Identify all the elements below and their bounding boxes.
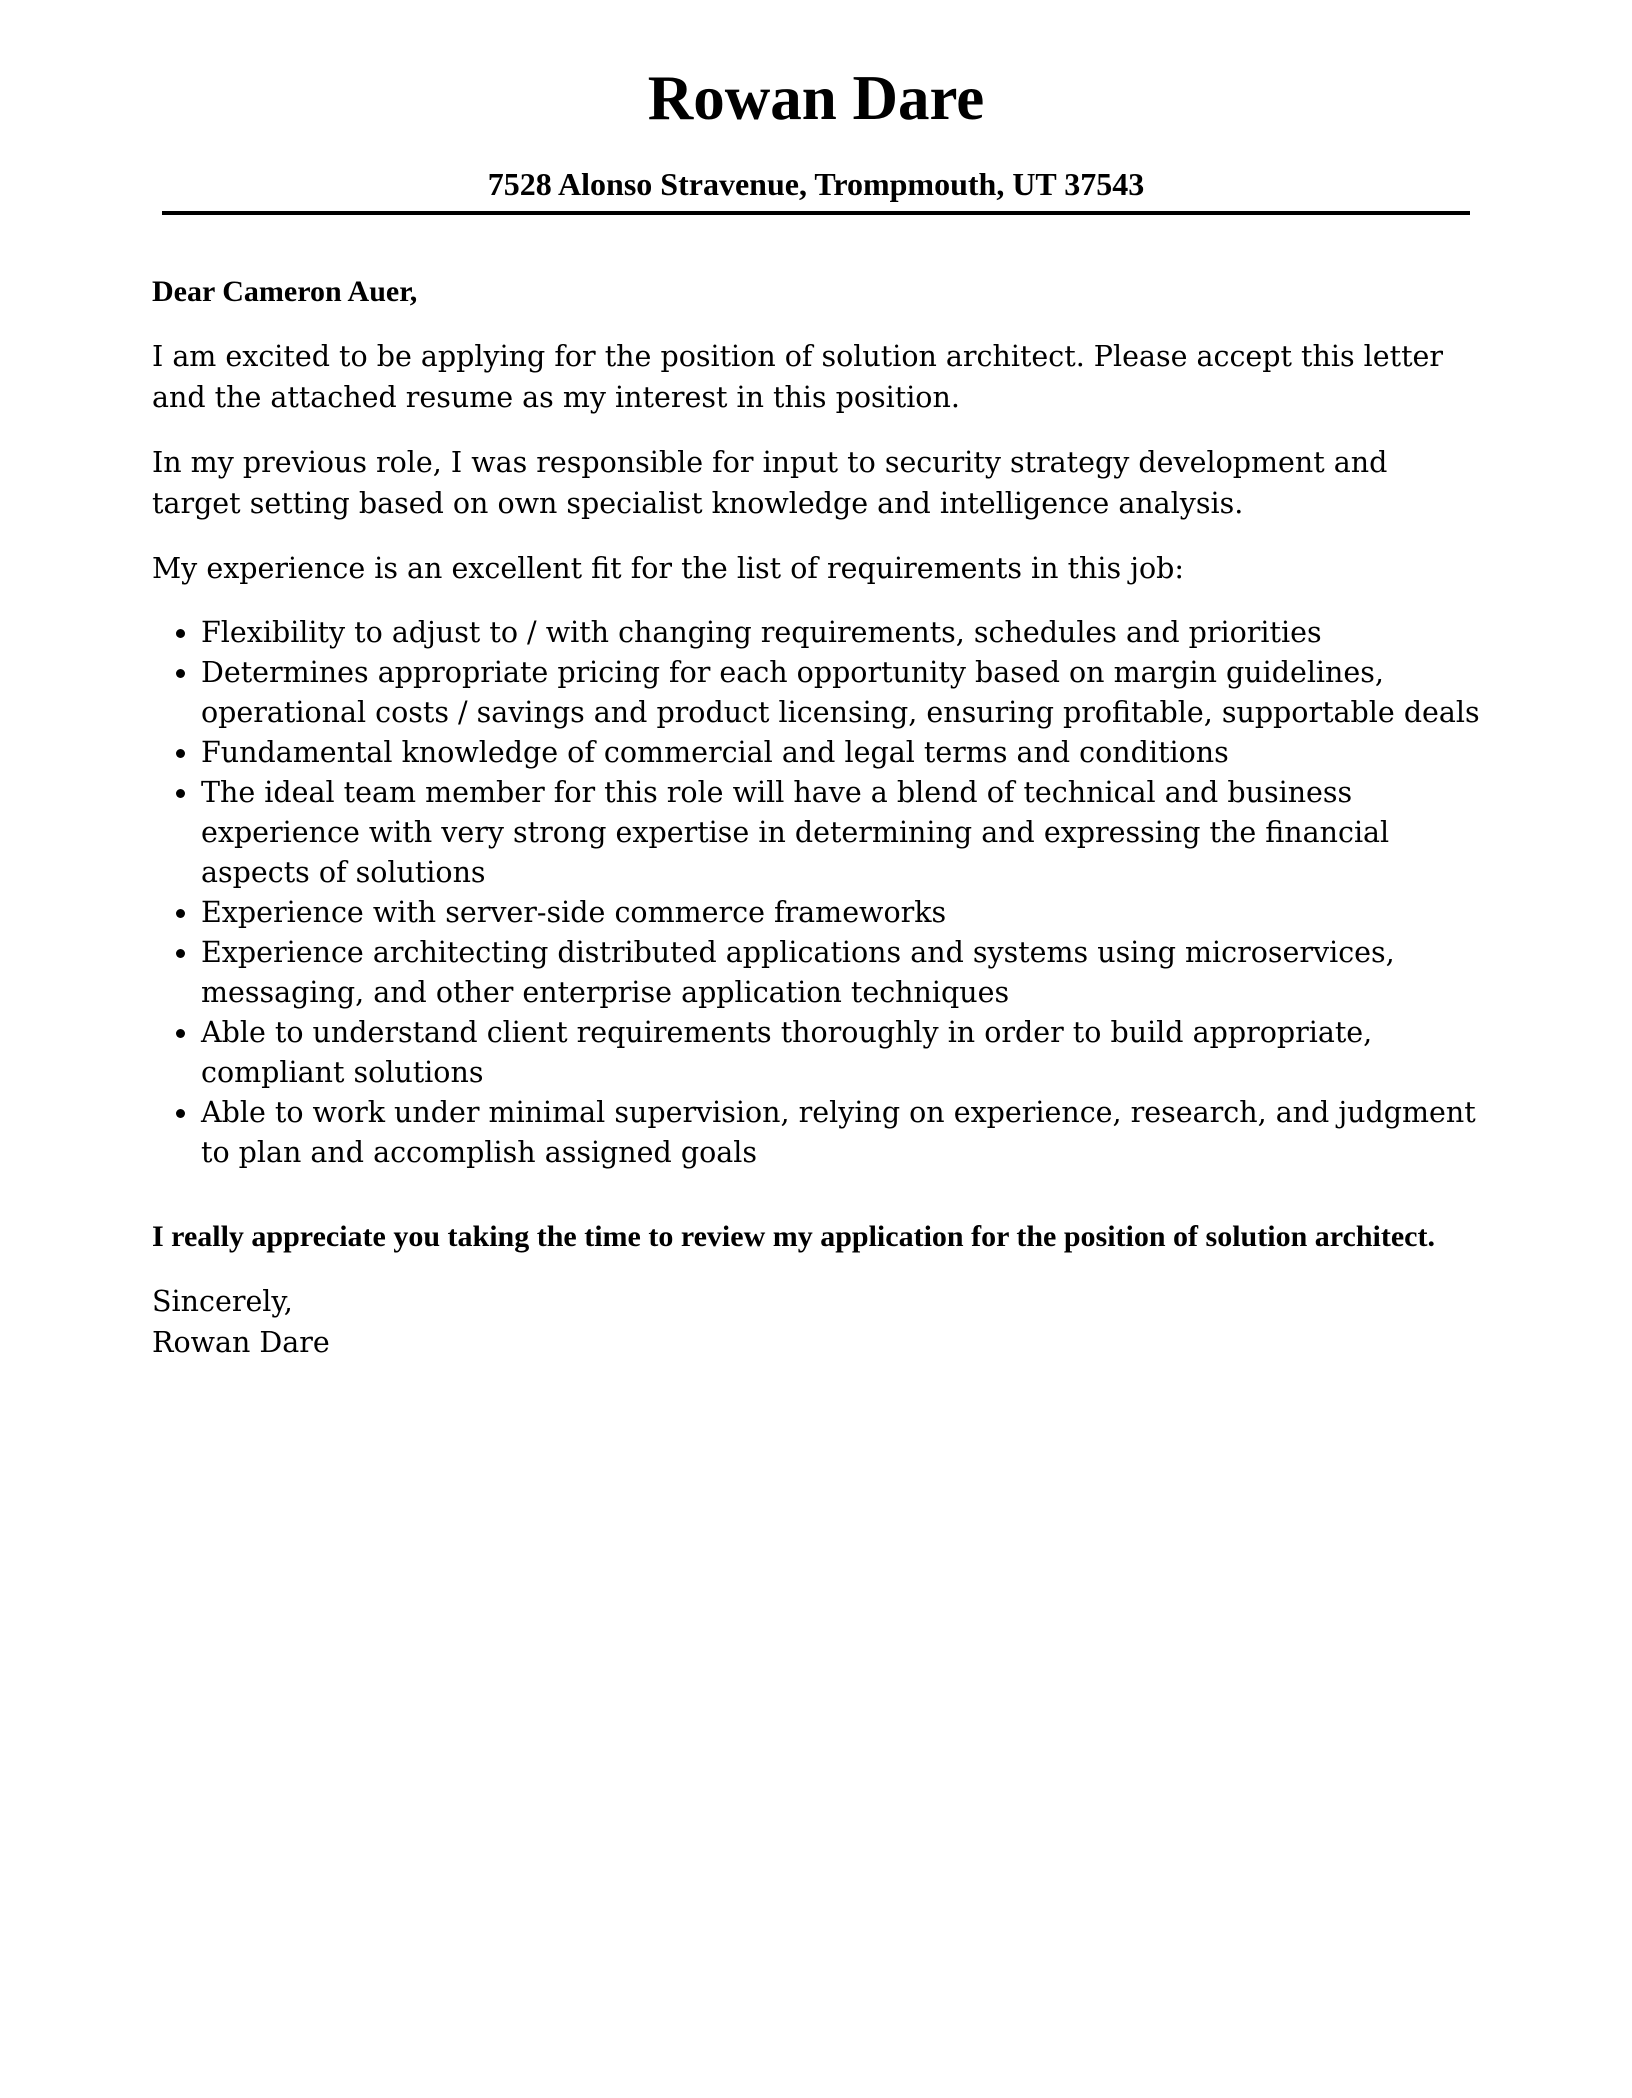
requirement-item [152,1013,1482,1093]
requirement-text: Flexibility to adjust to / with changing requirements, schedules and priorities [201,616,1322,649]
bullet-icon [176,629,185,638]
applicant-address: 7528 Alonso Stravenue, Trompmouth, UT 37543 [487,166,1145,202]
requirement-text: The ideal team member for this role will have a blend of technical and business experience with very strong expertise in determining and expressing the financial aspects of solutions [201,776,1390,889]
bullet-icon [176,1109,185,1118]
requirements-intro: My experience is an excellent fit for the list of requirements in this job: [152,552,1185,585]
bullet-icon [176,909,185,918]
requirement-text: Able to work under minimal supervision, relying on experience, research, and judgment to plan and accomplish assigned goals [201,1096,1476,1169]
requirement-text: Able to understand client requirements thoroughly in order to build appropriate, compliant solutions [201,1016,1373,1089]
requirement-text: Fundamental knowledge of commercial and legal terms and conditions [201,736,1229,769]
header-divider [162,211,1470,215]
letter-body [152,272,1482,1363]
signoff-block [152,1281,1482,1363]
bullet-icon [176,1029,185,1038]
requirement-text: Experience with server-side commerce frameworks [201,896,947,929]
requirement-item [152,1093,1482,1173]
requirements-list [152,613,1482,1173]
experience-paragraph: In my previous role, I was responsible for input to security strategy development and target setting based on own specialist knowledge and intelligence analysis. [152,446,1388,520]
intro-paragraph: I am excited to be applying for the position of solution architect. Please accept this letter and the attached resume as my interest in this position. [152,340,1444,414]
requirement-item [152,613,1482,653]
requirement-item [152,733,1482,773]
requirement-text: Experience architecting distributed applications and systems using microservices, messaging, and other enterprise application techniques [201,936,1395,1009]
applicant-name: Rowan Dare [647,63,985,133]
requirement-item [152,893,1482,933]
closing-statement: I really appreciate you taking the time to review my application for the position of solution architect. [152,1220,1435,1253]
signature-name: Rowan Dare [152,1326,330,1359]
bullet-icon [176,749,185,758]
salutation: Dear Cameron Auer, [152,275,418,308]
bullet-icon [176,949,185,958]
bullet-icon [176,669,185,678]
bullet-icon [176,789,185,798]
requirement-text: Determines appropriate pricing for each opportunity based on margin guidelines, operational costs / savings and product licensing, ensuring profitable, supportable deals [201,656,1480,729]
requirement-item [152,653,1482,733]
requirement-item [152,773,1482,893]
signoff: Sincerely, [152,1285,293,1318]
requirement-item [152,933,1482,1013]
